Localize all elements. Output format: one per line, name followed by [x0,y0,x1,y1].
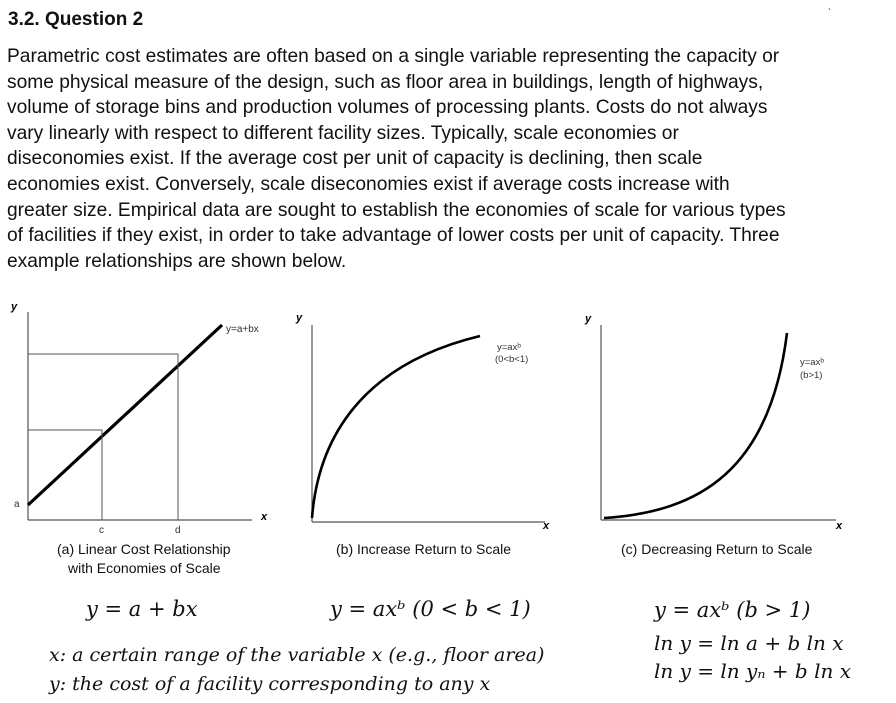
equation-power-b-gt-1: y = axᵇ (b > 1) [654,598,811,622]
paragraph-line: vary linearly with respect to different facility sizes. Typically, scale economies or [7,122,679,144]
fig-b-x-label: x [543,520,550,532]
paragraph-line: Parametric cost estimates are often based on a single variable representing the capacity or [7,46,780,67]
equation-linear: y = a + bx [86,597,198,621]
equation-log-2: ln y = ln yₙ + b ln x [654,659,851,683]
fig-a-y-label: y [11,301,18,313]
fig-c-y-label: y [585,313,592,325]
paragraph-line: volume of storage bins and production volumes of processing plants. Costs do not always [7,97,768,119]
figure-b [295,312,550,532]
paragraph-line: example relationships are shown below. [7,250,347,272]
equation-power-b-lt-1: y = axᵇ (0 < b < 1) [330,597,531,621]
fig-b-caption: (b) Increase Return to Scale [336,541,512,557]
corner-mark: ˎ [828,0,832,11]
paragraph-line: greater size. Empirical data are sought to establish the economies of scale for various types [7,199,786,221]
section-heading: 3.2. Question 2 [8,9,144,30]
fig-a-tick-d: d [175,525,181,536]
fig-a-tick-c: c [99,525,104,536]
fig-b-y-label: y [296,312,303,324]
fig-b-curve-label-1: y=axᵇ [497,342,521,353]
fig-a-cost-line [28,325,222,505]
figure-c [584,313,843,532]
fig-a-intercept-label: a [14,499,20,510]
fig-a-x-label: x [261,511,268,523]
fig-c-curve-label-2: (b>1) [800,370,823,381]
fig-a-caption-2: with Economies of Scale [68,560,221,576]
fig-b-curve [312,336,480,518]
fig-c-x-label: x [836,520,843,532]
paragraph-line: of facilities if they exist, in order to take advantage of lower costs per unit of capacity. Three [7,225,780,247]
fig-a-caption-1: (a) Linear Cost Relationship [57,541,231,557]
fig-a-guide-c [28,430,102,520]
fig-c-curve-label-1: y=axᵇ [800,357,824,368]
figure-a [10,301,268,536]
equation-log-1: ln y = ln a + b ln x [654,631,844,655]
fig-c-curve [604,333,787,518]
paragraph-line: economies exist. Conversely, scale diseconomies exist if average costs increase with [7,173,730,195]
definition-y: y: the cost of a facility corresponding to any x [49,673,491,695]
fig-a-curve-label: y=a+bx [226,324,259,335]
paragraph-line: diseconomies exist. If the average cost per unit of capacity is declining, then scale [7,148,703,170]
fig-c-caption: (c) Decreasing Return to Scale [621,541,813,557]
definition-x: x: a certain range of the variable x (e.g., floor area) [49,644,545,666]
fig-b-curve-label-2: (0<b<1) [495,354,529,365]
paragraph-line: some physical measure of the design, such as floor area in buildings, length of highways, [7,71,764,93]
